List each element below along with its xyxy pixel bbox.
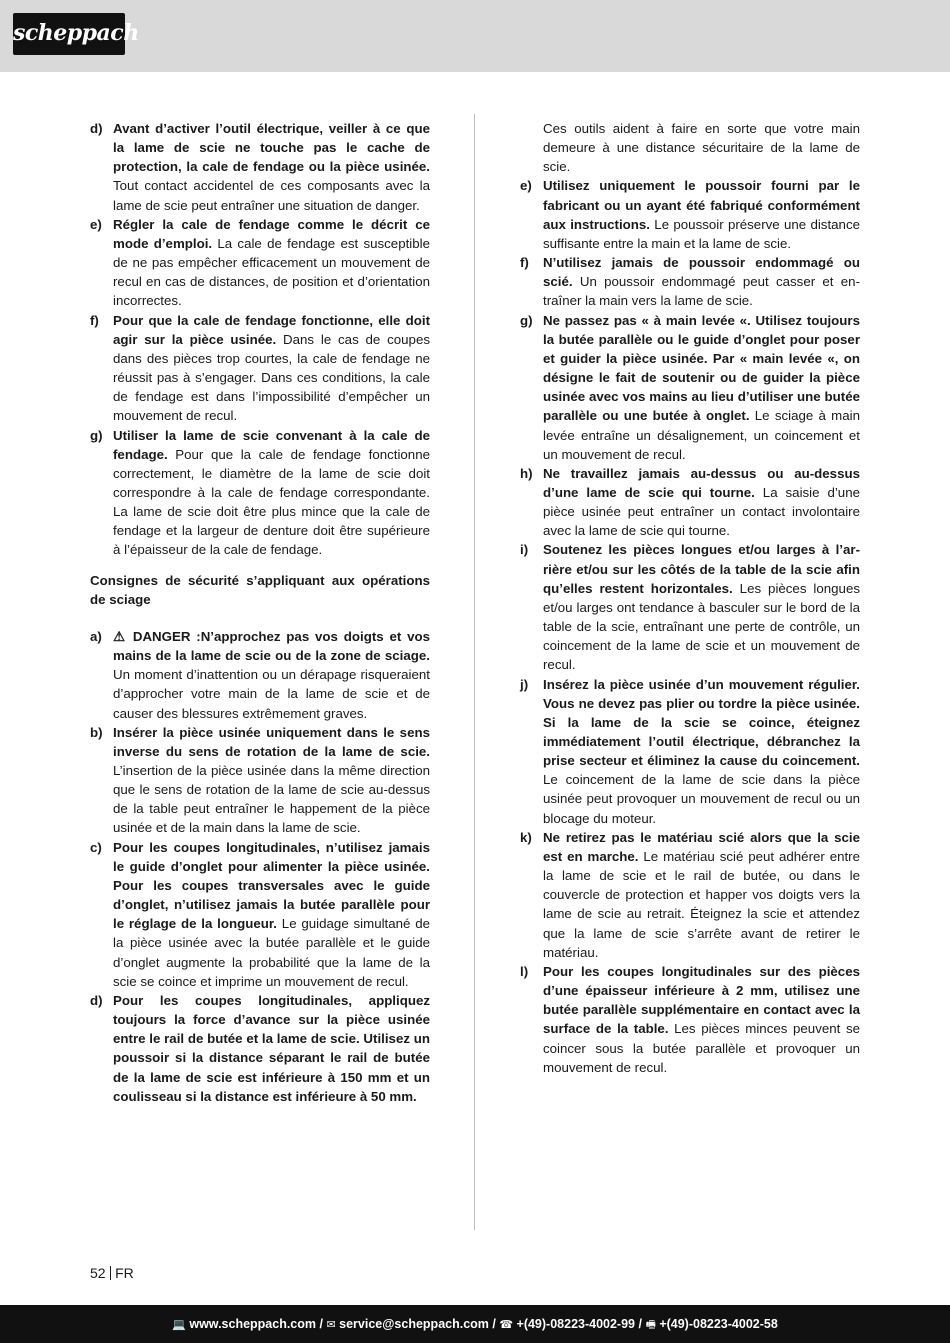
list-item-label: a) bbox=[90, 628, 102, 644]
list-item-normal-text: Pour que la cale de fendage fonctionne correctement, le diamètre de la lame de scie doit correspondre à la cale de fendage correspondante. La lame de scie doit être plus mince que la cale de fendage et la largeur de denture doit être supérieure à l’épaisseur de la cale de fendage. bbox=[113, 446, 430, 558]
list-item-bold-text: Soutenez les pièces longues et/ou larges à l’arrière et/ou sur les côtés de la table de la scie afin qu’elles restent horizontales. bbox=[543, 542, 860, 596]
list-item-text bbox=[113, 991, 430, 1106]
list-item-bold-text: Insérez la pièce usinée d’un mouvement régulier. Vous ne devez pas plier ou tordre la pièce usinée. Si la lame de la scie se coince, éteignez immédiatement l’outil électrique, débranchez la prise secteur et éliminez la cause du coincement. bbox=[543, 676, 860, 769]
list-item-text bbox=[543, 828, 860, 962]
list-item-normal-text: Le guidage simultané de la pièce usinée avec la butée parallèle et le guide d’onglet augmente la probabilité que la lame de la scie se coince et imprime un mouvement de recul. bbox=[113, 916, 431, 989]
page-language: FR bbox=[115, 1265, 134, 1281]
list-item-label: e) bbox=[90, 216, 102, 232]
list-item bbox=[520, 828, 860, 962]
list-item-bold-text: N’utilisez jamais de poussoir endommagé ou scié. bbox=[543, 255, 860, 290]
fax-icon: 🖷 bbox=[645, 1319, 656, 1331]
list-item-label: k) bbox=[520, 829, 532, 845]
footer-fax: +(49)-08223-4002-58 bbox=[659, 1317, 778, 1331]
list-item-normal-text: Un moment d’inattention ou un dérapage risqueraient d’approcher votre main de la lame de scie et de causer des blessures extrêmement graves. bbox=[113, 667, 430, 721]
list-item-text bbox=[543, 311, 860, 464]
scheppach-logo: scheppach bbox=[13, 13, 125, 55]
footer-separator: / bbox=[488, 1317, 500, 1331]
footer-separator: / bbox=[635, 1317, 646, 1331]
list-item-text bbox=[113, 311, 430, 426]
list-item-normal-text: Le matériau scié peut adhérer entre la lame de scie et le rail de butée, ou dans le couvercle de protection et happer vos doigts vers la lame de scie au retrait. Éteignez la scie et attendez que la lame de scie s’arrête avant de retirer le matériau. bbox=[543, 848, 861, 960]
left-items-top bbox=[90, 119, 430, 560]
envelope-icon: ✉ bbox=[326, 1319, 336, 1331]
list-item-normal-text: Les pièces minces peuvent se coincer sous la butée parallèle et provoquer un mouvement de recul. bbox=[543, 1021, 860, 1075]
list-item-text bbox=[113, 119, 430, 215]
list-item-normal-text: La saisie d’une pièce usinée peut entraîner un contact involontaire avec la lame de scie qui tourne. bbox=[543, 484, 860, 539]
list-item bbox=[520, 311, 860, 464]
list-item bbox=[90, 119, 430, 215]
list-item-normal-text: La cale de fendage est susceptible de ne pas empêcher efficacement un mouvement de recul en cas de distances, de position et d’orientation incorrectes. bbox=[113, 235, 430, 309]
computer-icon: 💻 bbox=[172, 1319, 186, 1331]
list-item-label: c) bbox=[90, 839, 102, 855]
list-item-bold-text: Pour les coupes longitudinales sur des pièces d’une épaisseur inférieure à 2 mm, utilisez une butée parallèle supplémentaire en contact avec la surface de la table. bbox=[543, 963, 860, 1037]
list-item-bold-text: Régler la cale de fendage comme le décrit ce mode d’emploi. bbox=[113, 216, 430, 251]
footer-email-link[interactable]: service@scheppach.com bbox=[339, 1317, 489, 1331]
list-item bbox=[90, 627, 430, 723]
list-item-label: f) bbox=[90, 312, 99, 328]
footer-website-link[interactable]: www.scheppach.com bbox=[189, 1317, 317, 1331]
list-item bbox=[520, 675, 860, 828]
list-item-text bbox=[113, 838, 430, 991]
list-item bbox=[520, 962, 860, 1077]
list-item-label: b) bbox=[90, 724, 103, 740]
list-item-text bbox=[543, 540, 860, 674]
left-column bbox=[90, 119, 430, 1106]
page-number-value: 52 bbox=[90, 1265, 106, 1281]
list-item-text bbox=[543, 675, 860, 828]
footer-contact-line bbox=[0, 1316, 950, 1335]
list-item-bold-text: Ne passez pas « à main levée «. Utilisez toujours la butée parallèle ou le guide d’onglet pour poser et guider la pièce usinée. Par « main levée «, on désigne le fait de soutenir ou de guider la pièce usinée avec vos mains au lieu d’utiliser une butée parallèle ou une butée à onglet. bbox=[543, 312, 860, 424]
list-item-normal-text: Les pièces longues et/ou larges ont tendance à basculer sur le bord de la table de la scie, entraînant une perte de contrôle, un coincement de la lame de scie et un mouvement de recul. bbox=[543, 580, 860, 673]
telephone-icon: ☎ bbox=[499, 1319, 514, 1331]
list-item-label: e) bbox=[520, 178, 532, 194]
list-item-normal-text: L’insertion de la pièce usinée dans la même direction que le sens de rotation de la lame de scie au-dessus de la table peut entraîner le happement de la pièce usinée et de la main dans la lame de scie. bbox=[113, 763, 430, 836]
list-item-bold-text: Pour les coupes longitudinales, n’utilisez jamais le guide d’onglet pour alimenter la pièce usinée. Pour les coupes transversales avec le guide d’onglet, n’utilisez jamais la butée parallèle pour le réglage de la longueur. bbox=[113, 839, 430, 932]
list-item bbox=[90, 311, 430, 426]
list-item-normal-text: Tout contact accidentel de ces composants avec la lame de scie peut entraîner une situation de danger. bbox=[113, 178, 430, 213]
list-item-text bbox=[113, 627, 430, 723]
list-item-bold-text: Utiliser la lame de scie convenant à la cale de fendage. bbox=[113, 427, 430, 462]
right-column bbox=[520, 119, 860, 1077]
continuation-text: Ces outils aident à faire en sorte que votre main demeure à une distance sécuritaire de la lame de scie. bbox=[543, 121, 860, 175]
page-footer bbox=[0, 1305, 950, 1343]
list-item-text bbox=[113, 426, 430, 560]
list-item-normal-text: Le coincement de la lame de scie dans la pièce usinée peut provoquer un mouvement de recul ou un blocage du moteur. bbox=[543, 772, 860, 826]
list-item-label: g) bbox=[520, 312, 533, 328]
list-item-text bbox=[543, 464, 860, 541]
list-item-bold-text: Pour les coupes longitudinales, appliquez toujours la force d’avance sur la pièce usinée entre le rail de butée et la lame de scie. Utilisez un poussoir si la distance séparant le rail de butée de la lame de scie est inférieure à 150 mm et un coulisseau si la distance est inférieure à 50 mm. bbox=[113, 992, 430, 1104]
list-item bbox=[90, 838, 430, 991]
list-item-bold-text: ⚠ DANGER :N’approchez pas vos doigts et vos mains de la lame de scie ou de la zone de sciage. bbox=[113, 628, 430, 664]
list-item bbox=[520, 464, 860, 541]
list-item-label: j) bbox=[520, 676, 529, 692]
list-item-label: h) bbox=[520, 465, 533, 481]
list-item-normal-text: Dans le cas de coupes dans des pièces trop courtes, la cale de fendage ne réussit pas à s’engager. Dans ces conditions, la cale de fendage est dans l’impossibilité d’empêcher un mouvement de recul. bbox=[113, 331, 430, 424]
list-item bbox=[90, 215, 430, 311]
list-item-bold-text: Ne retirez pas le matériau scié alors que la scie est en marche. bbox=[543, 829, 860, 864]
footer-phone: +(49)-08223-4002-99 bbox=[516, 1317, 636, 1331]
list-item bbox=[90, 991, 430, 1106]
list-item-bold-text: Insérer la pièce usinée uniquement dans le sens inverse du sens de rotation de la lame de scie. bbox=[113, 724, 430, 759]
column-divider bbox=[474, 114, 475, 1230]
section-heading: Consignes de sécurité s’appliquant aux opérations de sciage bbox=[90, 572, 430, 607]
right-items bbox=[520, 176, 860, 1076]
list-item-bold-text: Pour que la cale de fendage fonctionne, elle doit agir sur la pièce usinée. bbox=[113, 312, 430, 347]
list-item-label: g) bbox=[90, 427, 103, 443]
list-item-normal-text: Le sciage à main levée entraîne un désalignement, un coincement et un mouvement de recul. bbox=[543, 408, 860, 462]
page-header bbox=[0, 0, 950, 72]
page-number-separator bbox=[110, 1266, 112, 1280]
list-item-label: i) bbox=[520, 542, 529, 558]
list-item-text bbox=[543, 176, 860, 253]
list-item-text bbox=[543, 253, 860, 310]
left-items-bottom bbox=[90, 627, 430, 1106]
list-item-label: l) bbox=[520, 963, 529, 979]
list-item-bold-text: Avant d’activer l’outil électrique, veiller à ce que la lame de scie ne touche pas le cache de protection, la cale de fendage ou la pièce usinée. bbox=[113, 121, 430, 175]
list-item-bold-text: Ne travaillez jamais au-dessus ou au-dessus d’une lame de scie qui tourne. bbox=[543, 465, 860, 500]
list-item-label: f) bbox=[520, 255, 529, 271]
list-item-label: d) bbox=[90, 121, 103, 136]
list-item bbox=[520, 176, 860, 253]
list-item-text bbox=[113, 215, 430, 311]
list-item-text bbox=[543, 962, 860, 1077]
list-item bbox=[90, 723, 430, 838]
list-item-label: d) bbox=[90, 992, 103, 1008]
list-item-normal-text: Un poussoir endommagé peut casser et entraîner la main vers la lame de scie. bbox=[543, 274, 860, 309]
list-item-text bbox=[113, 723, 430, 838]
list-item bbox=[520, 540, 860, 674]
list-item bbox=[520, 253, 860, 310]
footer-separator: / bbox=[316, 1317, 327, 1331]
list-item-normal-text: Le poussoir préserve une distance suffisante entre la main et la lame de scie. bbox=[543, 216, 860, 251]
list-item-bold-text: Utilisez uniquement le poussoir fourni par le fabricant ou un ayant été fabriqué conformément aux instructions. bbox=[543, 178, 860, 232]
list-item bbox=[90, 426, 430, 560]
page-number bbox=[90, 1265, 134, 1281]
